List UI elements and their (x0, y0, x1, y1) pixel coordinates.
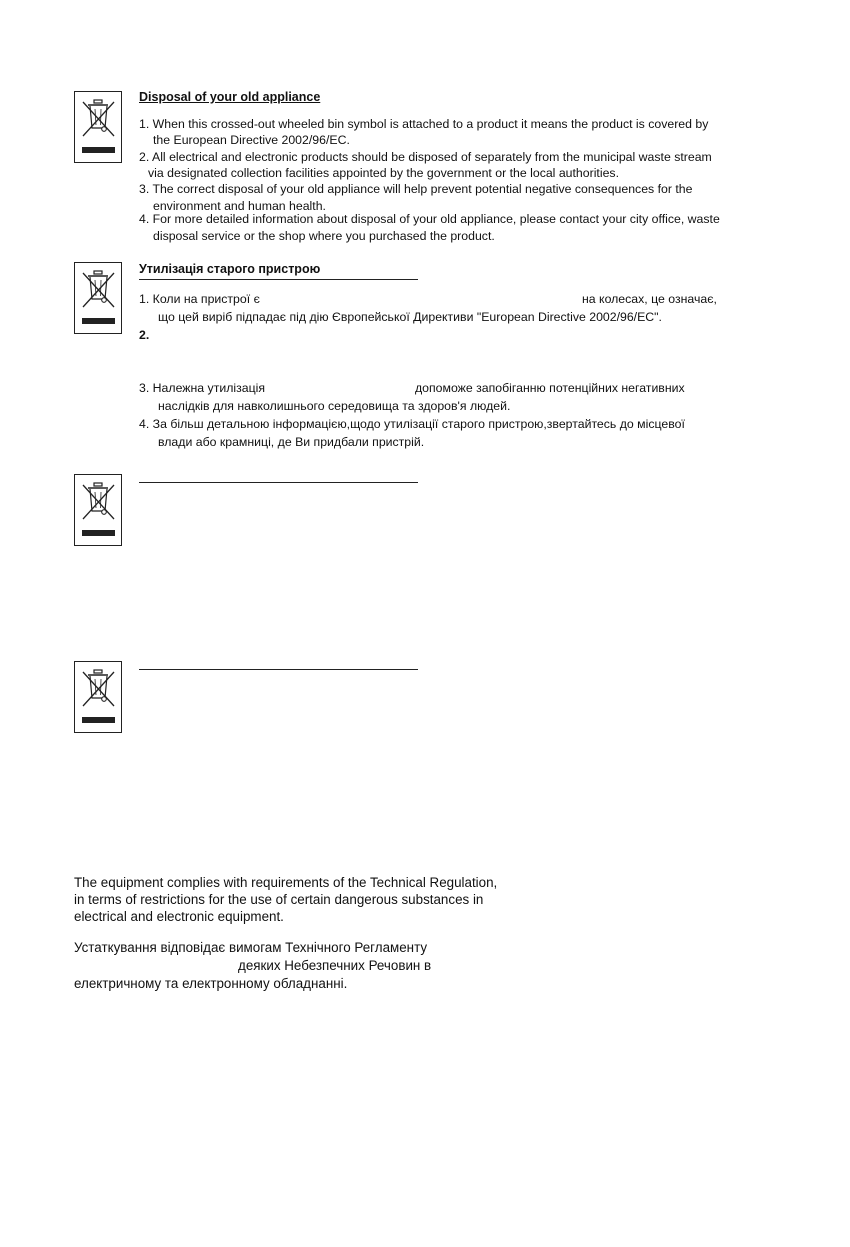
en-item-2-line-2: via designated collection facilities appointed by the government or the local authorities. (148, 166, 619, 180)
ua-item-3-line-2: наслідків для навколишнього середовища та здоров'я людей. (158, 399, 511, 413)
ua-item-2: 2. (139, 328, 150, 342)
compliance-ua-line-3: електричному та електронному обладнанні. (74, 976, 348, 991)
ua-title-underline (139, 279, 418, 280)
en-section-title: Disposal of your old appliance (139, 90, 321, 104)
en-item-3-line-1: 3. The correct disposal of your old appliance will help prevent potential negative consequences for the (139, 182, 693, 196)
section-4-title-underline (139, 669, 418, 670)
ua-item-1-line-2: що цей виріб підпадає під дію Європейської Директиви "European Directive 2002/96/EC". (158, 310, 662, 324)
compliance-ua-line-2: деяких Небезпечних Речовин в (238, 958, 432, 973)
en-item-4-line-2: disposal service or the shop where you purchased the product. (153, 229, 495, 243)
en-item-2-line-1: 2. All electrical and electronic products should be disposed of separately from the municipal waste stream (139, 150, 712, 164)
compliance-en-line-2: in terms of restrictions for the use of certain dangerous substances in (74, 892, 484, 907)
ua-item-1-part-a: 1. Коли на пристрої є (139, 292, 260, 306)
en-item-4-line-1: 4. For more detailed information about disposal of your old appliance, please contact your city office, waste (139, 212, 720, 226)
en-item-1-line-1: 1. When this crossed-out wheeled bin symbol is attached to a product it means the product is covered by (139, 117, 709, 131)
ua-item-3-part-b: допоможе запобіганню потенційних негативних (415, 381, 685, 395)
compliance-ua-line-1: Устаткування відповідає вимогам Технічного Регламенту (74, 940, 428, 955)
crossed-out-wheeled-bin-icon (74, 661, 122, 733)
crossed-out-wheeled-bin-icon (74, 474, 122, 546)
compliance-en-line-3: electrical and electronic equipment. (74, 909, 284, 924)
ua-item-4-line-1: 4. За більш детальною інформацією,щодо утилізації старого пристрою,звертайтесь до місцевої (139, 417, 685, 431)
ua-item-4-line-2: влади або крамниці, де Ви придбали пристрій. (158, 435, 425, 449)
ua-item-1-part-b: на колесах, це означає, (582, 292, 717, 306)
ua-item-3-part-a: 3. Належна утилізація (139, 381, 266, 395)
compliance-en-line-1: The equipment complies with requirements of the Technical Regulation, (74, 875, 498, 890)
crossed-out-wheeled-bin-icon (74, 91, 122, 163)
en-item-1-line-2: the European Directive 2002/96/EC. (153, 133, 350, 147)
section-3-title-underline (139, 482, 418, 483)
crossed-out-wheeled-bin-icon (74, 262, 122, 334)
ua-section-title: Утилізація старого пристрою (139, 262, 321, 276)
en-item-3-line-2: environment and human health. (153, 199, 326, 213)
